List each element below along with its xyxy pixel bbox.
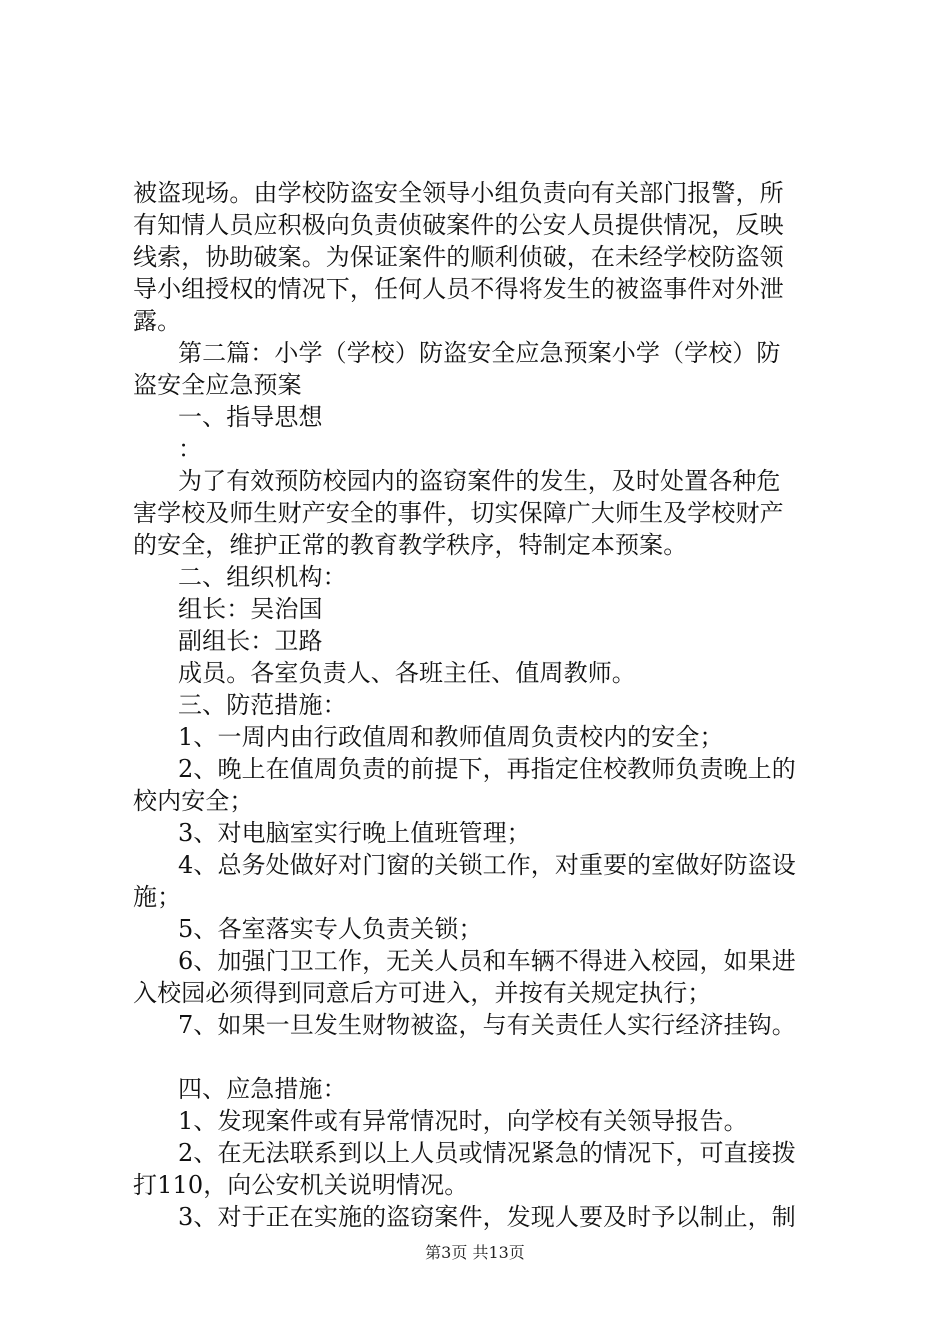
text-line: 盗安全应急预案 (133, 371, 302, 399)
text-line: 三、防范措施： (178, 691, 347, 719)
text-line: 害学校及师生财产安全的事件，切实保障广大师生及学校财产 (133, 499, 784, 527)
text-line: 线索，协助破案。为保证案件的顺利侦破，在未经学校防盗领 (133, 243, 784, 271)
text-line: 3、对于正在实施的盗窃案件，发现人要及时予以制止，制 (178, 1203, 796, 1231)
text-line: 第二篇：小学（学校）防盗安全应急预案小学（学校）防 (178, 339, 781, 367)
text-line: 露。 (133, 307, 182, 335)
text-line: 有知情人员应积极向负责侦破案件的公安人员提供情况，反映 (133, 211, 784, 239)
text-line: 四、应急措施： (178, 1075, 347, 1103)
text-line: ： (178, 435, 203, 463)
text-line: 校内安全； (133, 787, 254, 815)
text-line: 1、发现案件或有异常情况时，向学校有关领导报告。 (178, 1107, 748, 1135)
text-line: 被盗现场。由学校防盗安全领导小组负责向有关部门报警，所 (133, 179, 784, 207)
text-line: 成员。各室负责人、各班主任、值周教师。 (178, 659, 636, 687)
text-line: 组长：吴治国 (178, 595, 323, 623)
text-line: 6、加强门卫工作，无关人员和车辆不得进入校园，如果进 (178, 947, 796, 975)
text-line: 为了有效预防校园内的盗窃案件的发生，及时处置各种危 (178, 467, 781, 495)
text-line: 施； (133, 883, 182, 911)
text-line: 2、在无法联系到以上人员或情况紧急的情况下，可直接拨 (178, 1139, 796, 1167)
text-line: 二、组织机构： (178, 563, 347, 591)
text-line: 的安全，维护正常的教育教学秩序，特制定本预案。 (133, 531, 688, 559)
text-line: 一、指导思想 (178, 403, 323, 431)
text-line: 2、晚上在值周负责的前提下，再指定住校教师负责晚上的 (178, 755, 796, 783)
text-line: 导小组授权的情况下，任何人员不得将发生的被盗事件对外泄 (133, 275, 784, 303)
text-line: 5、各室落实专人负责关锁； (178, 915, 483, 943)
text-line: 1、一周内由行政值周和教师值周负责校内的安全； (178, 723, 724, 751)
text-line: 4、总务处做好对门窗的关锁工作，对重要的室做好防盗设 (178, 851, 796, 879)
text-line: 副组长：卫路 (178, 627, 323, 655)
text-line: 入校园必须得到同意后方可进入，并按有关规定执行； (133, 979, 712, 1007)
text-line: 7、如果一旦发生财物被盗，与有关责任人实行经济挂钩。 (178, 1011, 796, 1039)
text-line: 打110，向公安机关说明情况。 (133, 1171, 469, 1199)
text-line: 3、对电脑室实行晚上值班管理； (178, 819, 531, 847)
page-footer: 第3页 共13页 (425, 1243, 525, 1262)
